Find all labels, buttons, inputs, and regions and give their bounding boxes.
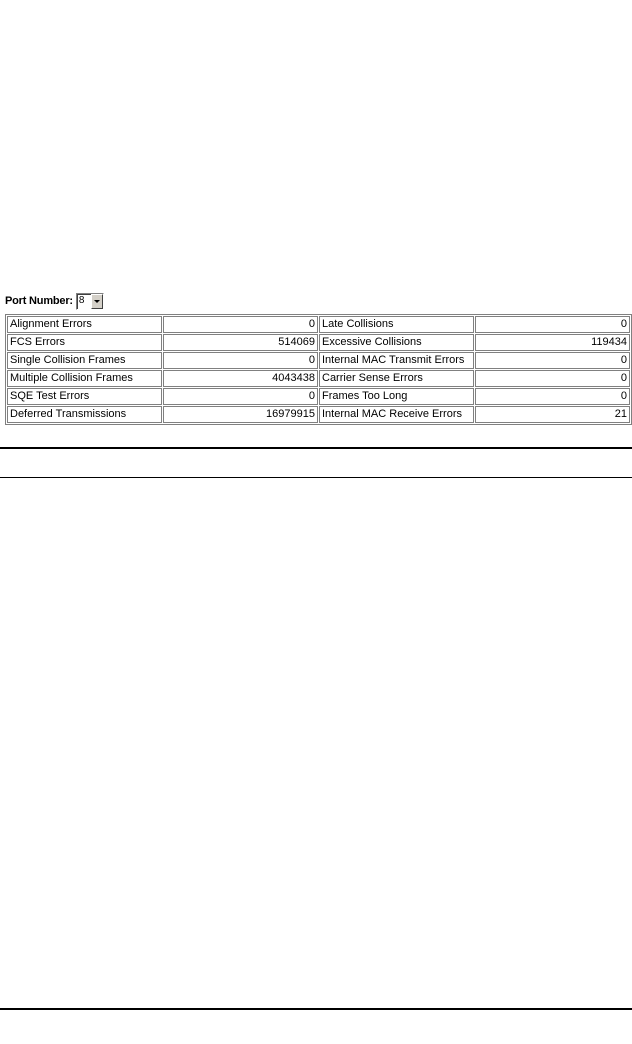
- page-footer-rule: [0, 1008, 632, 1010]
- stat-label: Frames Too Long: [319, 388, 474, 405]
- port-number-row: [5, 293, 104, 309]
- divider-bottom: [0, 477, 632, 478]
- port-number-value: 8: [78, 294, 85, 306]
- stat-value: 16979915: [163, 406, 318, 423]
- table-row: [7, 406, 630, 423]
- stat-value: 0: [475, 370, 630, 387]
- stat-label: Excessive Collisions: [319, 334, 474, 351]
- port-number-select[interactable]: [76, 293, 104, 310]
- stat-value: 21: [475, 406, 630, 423]
- stat-label: Carrier Sense Errors: [319, 370, 474, 387]
- stat-value: 0: [475, 352, 630, 369]
- stat-label: Internal MAC Receive Errors: [319, 406, 474, 423]
- stat-value: 0: [475, 388, 630, 405]
- stat-value: 4043438: [163, 370, 318, 387]
- stat-value: 514069: [163, 334, 318, 351]
- stat-value: 0: [163, 316, 318, 333]
- table-row: [7, 352, 630, 369]
- stat-value: 0: [163, 352, 318, 369]
- stat-label: Single Collision Frames: [7, 352, 162, 369]
- stat-label: Alignment Errors: [7, 316, 162, 333]
- stat-value: 119434: [475, 334, 630, 351]
- stat-label: FCS Errors: [7, 334, 162, 351]
- stat-label: Internal MAC Transmit Errors: [319, 352, 474, 369]
- port-statistics-table: [5, 314, 632, 425]
- stat-label: Late Collisions: [319, 316, 474, 333]
- stat-label: Deferred Transmissions: [7, 406, 162, 423]
- stat-label: SQE Test Errors: [7, 388, 162, 405]
- table-row: [7, 316, 630, 333]
- table-row: [7, 370, 630, 387]
- table-row: [7, 388, 630, 405]
- port-number-label: Port Number:: [5, 295, 73, 307]
- stat-value: 0: [163, 388, 318, 405]
- stat-value: 0: [475, 316, 630, 333]
- divider-top: [0, 447, 632, 449]
- table-row: [7, 334, 630, 351]
- dropdown-arrow-icon[interactable]: [91, 294, 103, 309]
- stat-label: Multiple Collision Frames: [7, 370, 162, 387]
